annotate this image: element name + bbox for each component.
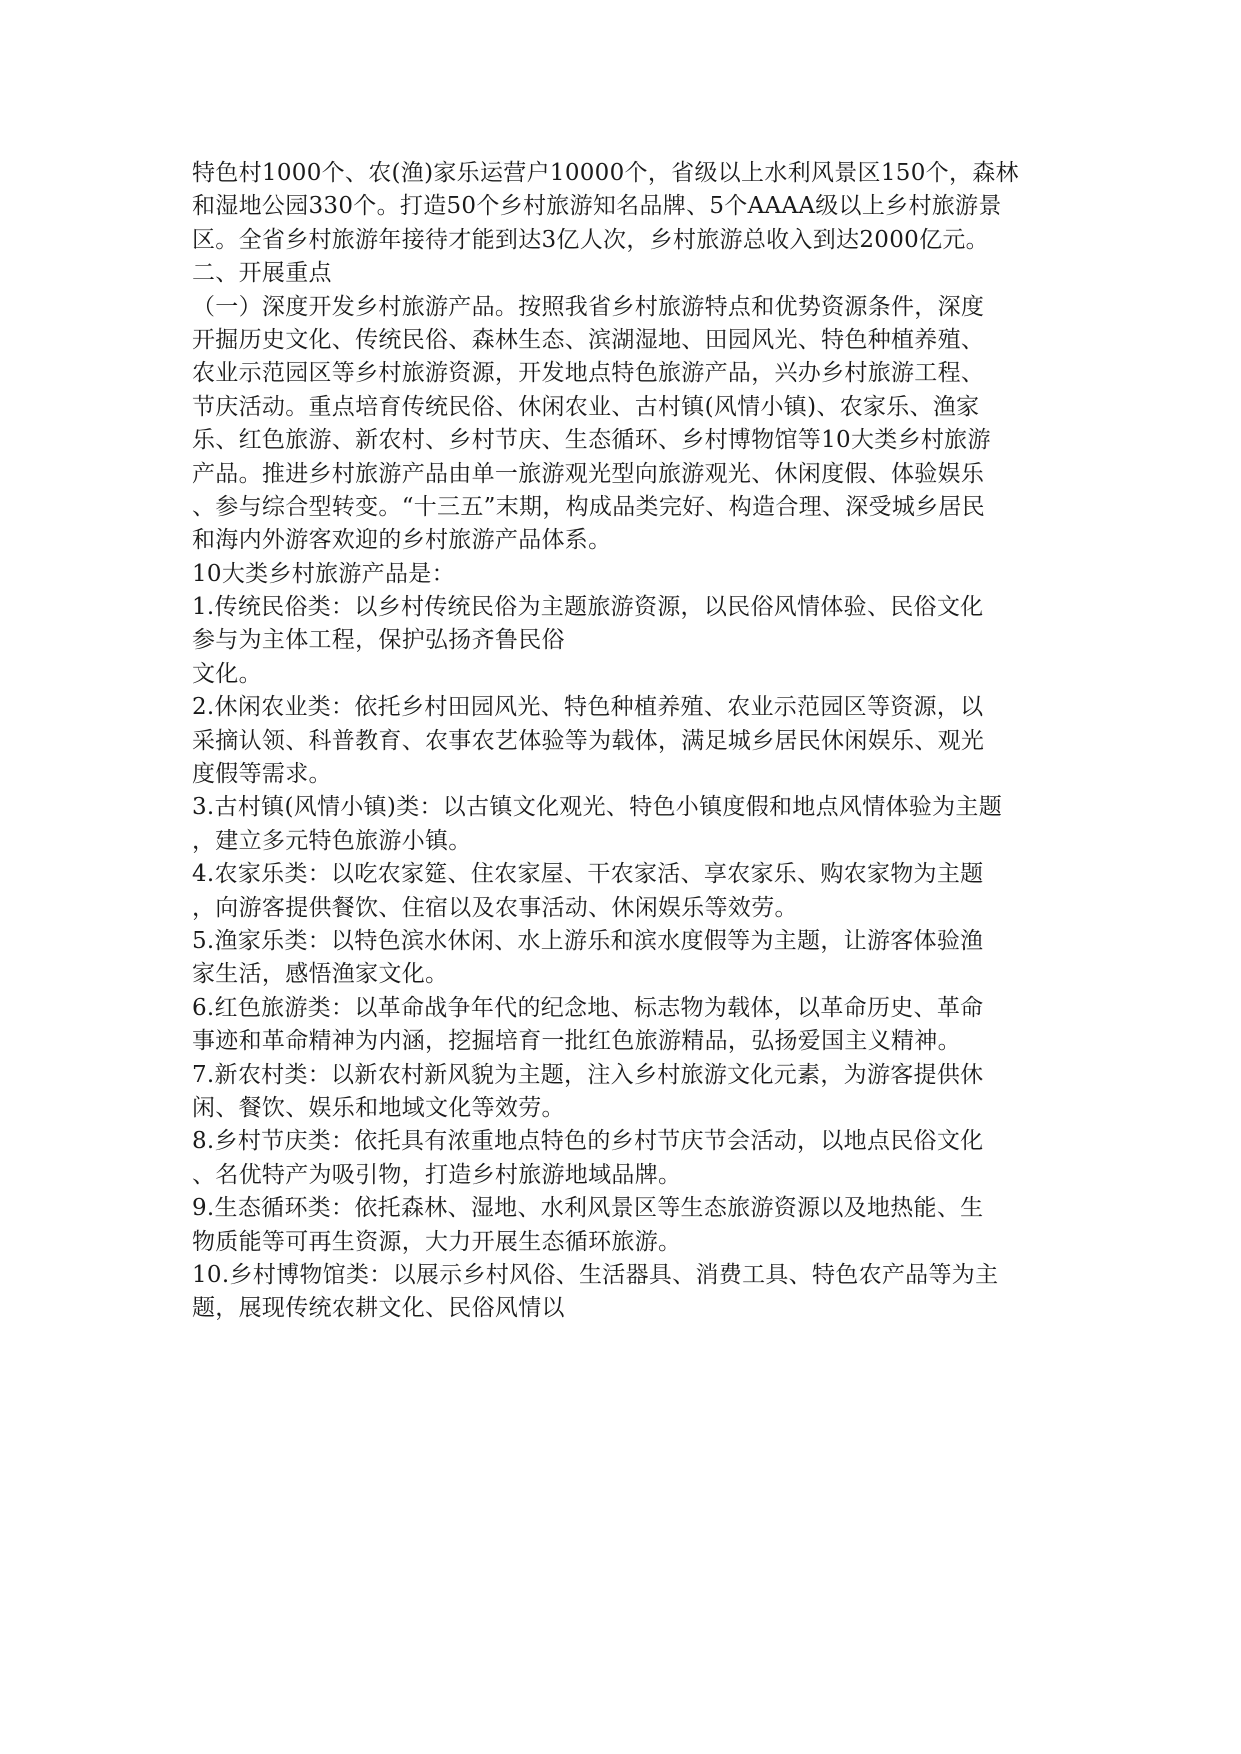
- text-line: 3.古村镇(风情小镇)类：以古镇文化观光、特色小镇度假和地点风情体验为主题: [192, 794, 1002, 821]
- text-line: 区。全省乡村旅游年接待才能到达3亿人次，乡村旅游总收入到达2000亿元。: [192, 226, 989, 253]
- text-line: 农业示范园区等乡村旅游资源，开发地点特色旅游产品，兴办乡村旅游工程、: [192, 360, 985, 387]
- text-line: 采摘认领、科普教育、农事农艺体验等为载体，满足城乡居民休闲娱乐、观光: [192, 727, 985, 754]
- text-line: 4.农家乐类：以吃农家筵、住农家屋、干农家活、享农家乐、购农家物为主题: [192, 861, 984, 888]
- text-line: 事迹和革命精神为内涵，挖掘培育一批红色旅游精品，弘扬爱国主义精神。: [192, 1028, 961, 1055]
- text-line: 2.休闲农业类：依托乡村田园风光、特色种植养殖、农业示范园区等资源，以: [192, 694, 984, 721]
- text-line: 题，展现传统农耕文化、民俗风情以: [192, 1295, 565, 1322]
- text-line: 度假等需求。: [192, 761, 332, 788]
- text-line: 和海内外游客欢迎的乡村旅游产品体系。: [192, 527, 612, 554]
- text-line: 家生活，感悟渔家文化。: [192, 961, 449, 988]
- text-line: 5.渔家乐类：以特色滨水休闲、水上游乐和滨水度假等为主题，让游客体验渔: [192, 927, 984, 954]
- text-line: 、名优特产为吸引物，打造乡村旅游地域品牌。: [192, 1161, 682, 1188]
- text-line: 和湿地公园330个。打造50个乡村旅游知名品牌、5个AAAA级以上乡村旅游景: [192, 193, 1002, 220]
- text-line: 、参与综合型转变。“十三五”末期，构成品类完好、构造合理、深受城乡居民: [192, 493, 986, 520]
- text-line: 闲、餐饮、娱乐和地域文化等效劳。: [192, 1094, 565, 1121]
- text-line: 10大类乡村旅游产品是：: [192, 560, 455, 587]
- text-line: 物质能等可再生资源，大力开展生态循环旅游。: [192, 1228, 682, 1255]
- section-heading: 二、开展重点: [192, 260, 332, 287]
- text-line: 开掘历史文化、传统民俗、森林生态、滨湖湿地、田园风光、特色种植养殖、: [192, 326, 985, 353]
- text-line: 10.乡村博物馆类：以展示乡村风俗、生活器具、消费工具、特色农产品等为主: [192, 1261, 999, 1288]
- text-line: 6.红色旅游类：以革命战争年代的纪念地、标志物为载体，以革命历史、革命: [192, 994, 984, 1021]
- document-body: [192, 157, 1062, 1326]
- text-line: 乐、红色旅游、新农村、乡村节庆、生态循环、乡村博物馆等10大类乡村旅游: [192, 427, 991, 454]
- text-line: 9.生态循环类：依托森林、湿地、水利风景区等生态旅游资源以及地热能、生: [192, 1195, 984, 1222]
- text-line: ，向游客提供餐饮、住宿以及农事活动、休闲娱乐等效劳。: [192, 894, 798, 921]
- text-line: 1.传统民俗类：以乡村传统民俗为主题旅游资源，以民俗风情体验、民俗文化: [192, 594, 984, 621]
- text-line: 8.乡村节庆类：依托具有浓重地点特色的乡村节庆节会活动，以地点民俗文化: [192, 1128, 984, 1155]
- text-line: 节庆活动。重点培育传统民俗、休闲农业、古村镇(风情小镇)、农家乐、渔家: [192, 393, 980, 420]
- text-line: 文化。: [192, 660, 262, 687]
- text-line: 产品。推进乡村旅游产品由单一旅游观光型向旅游观光、休闲度假、体验娱乐: [192, 460, 985, 487]
- text-line: 7.新农村类：以新农村新风貌为主题，注入乡村旅游文化元素，为游客提供休: [192, 1061, 984, 1088]
- text-line: 特色村1000个、农(渔)家乐运营户10000个，省级以上水利风景区150个，森林: [192, 160, 1019, 186]
- text-line: （一）深度开发乡村旅游产品。按照我省乡村旅游特点和优势资源条件，深度: [192, 293, 985, 320]
- text-line: ，建立多元特色旅游小镇。: [192, 827, 472, 854]
- text-line: 参与为主体工程，保护弘扬齐鲁民俗: [192, 627, 565, 654]
